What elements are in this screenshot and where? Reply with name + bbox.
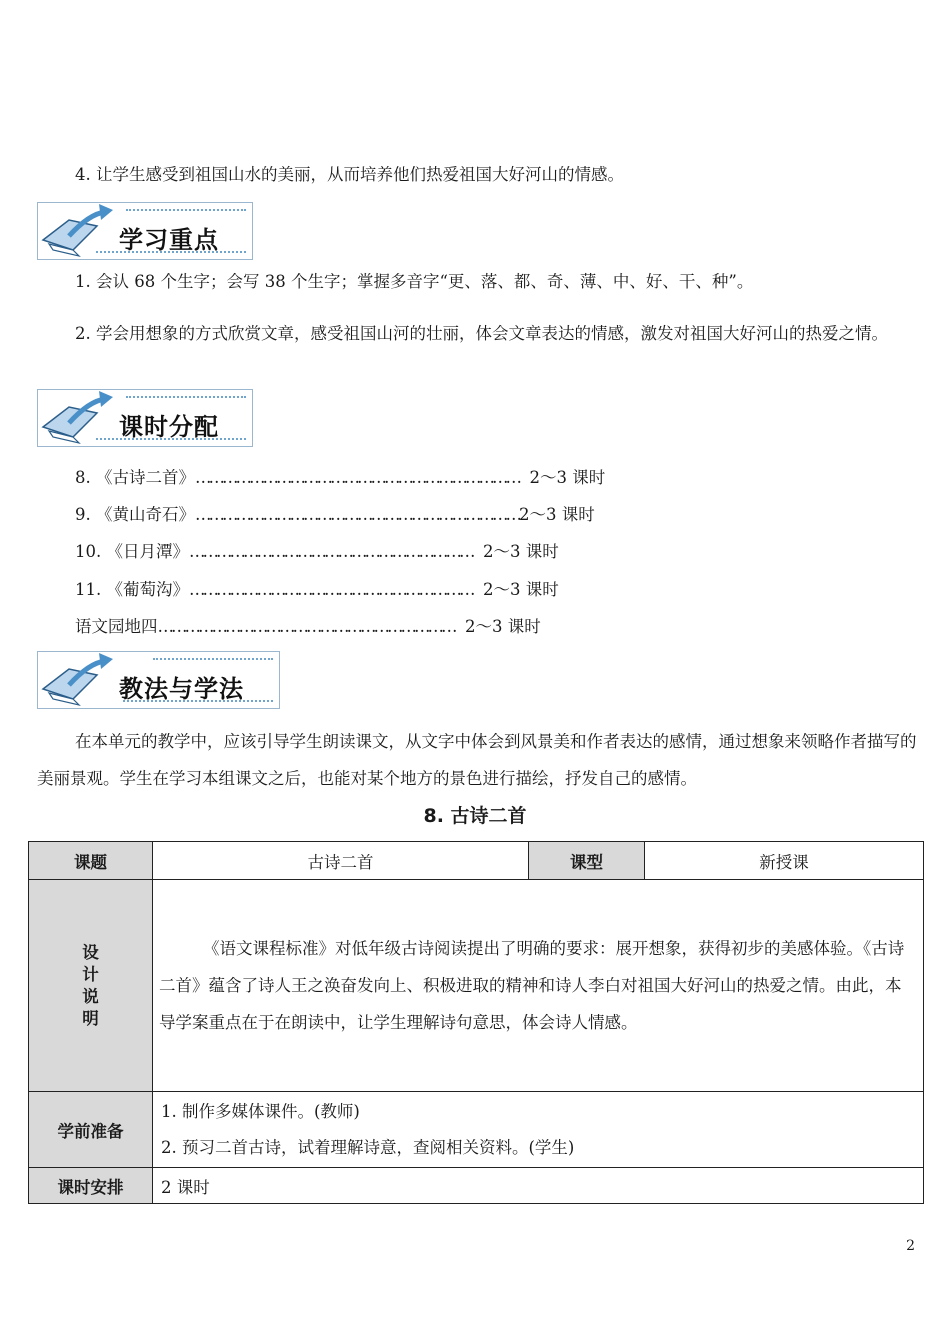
book-arrow-icon xyxy=(39,204,119,258)
design-label-char: 计 xyxy=(82,964,99,984)
type-value: 新授课 xyxy=(645,842,924,880)
section-banner-schedule xyxy=(37,389,253,447)
schedule-row xyxy=(75,538,559,562)
design-text: 《语文课程标准》对低年级古诗阅读提出了明确的要求：展开想象，获得初步的美感体验。《古诗二首》蕴含了诗人王之涣奋发向上、积极进取的精神和诗人李白对祖国大好河山的热爱之情。由此，本导学案重点在于在朗读中，让学生理解诗句意思，体会诗人情感。 xyxy=(153,880,924,1092)
design-label-char: 明 xyxy=(82,1008,99,1028)
schedule-row xyxy=(75,576,559,600)
schedule-hours: 2～3 课时 xyxy=(483,580,559,599)
page-number: 2 xyxy=(906,1238,915,1254)
lesson-title: 8. 古诗二首 xyxy=(423,805,527,827)
schedule-hours: 2～3 课时 xyxy=(519,505,595,524)
schedule-leader: ……………………………………………………………… xyxy=(195,468,519,487)
intro-line: 4. 让学生感受到祖国山水的美丽，从而培养他们热爱祖国大好河山的情感。 xyxy=(75,165,624,184)
schedule-lesson: 10. 《日月潭》 xyxy=(75,542,189,561)
schedule-lesson: 11. 《葡萄沟》 xyxy=(75,580,189,599)
prep-item: 2. 预习二首古诗，试着理解诗意，查阅相关资料。(学生) xyxy=(161,1137,575,1157)
schedule-leader: ……………………………………………………………… xyxy=(195,505,519,524)
section-heading: 课时分配 xyxy=(119,413,219,441)
schedule-lesson: 语文园地四 xyxy=(75,617,158,636)
design-label-char: 设 xyxy=(82,942,99,962)
schedule-lesson: 8. 《古诗二首》 xyxy=(75,468,195,487)
lesson-info-table xyxy=(28,841,924,1204)
schedule-row xyxy=(75,501,595,525)
hours-value: 2 课时 xyxy=(153,1168,924,1204)
key-point-item: 2. 学会用想象的方式欣赏文章，感受祖国山河的壮丽，体会文章表达的情感，激发对祖国大好河山的热爱之情。 xyxy=(75,324,888,343)
schedule-lesson: 9. 《黄山奇石》 xyxy=(75,505,195,524)
prep-item: 1. 制作多媒体课件。(教师) xyxy=(161,1101,360,1121)
section-heading: 教法与学法 xyxy=(119,675,244,703)
schedule-leader: ………………………………………………………… xyxy=(157,617,455,636)
hours-label: 课时安排 xyxy=(29,1168,153,1204)
schedule-hours: 2～3 课时 xyxy=(483,542,559,561)
type-label: 课型 xyxy=(529,842,645,880)
schedule-leader: ……………………………………………………… xyxy=(189,542,473,561)
key-point-item: 1. 会认 68 个生字；会写 38 个生字；掌握多音字“更、落、都、奇、薄、中、好、干、种”。 xyxy=(75,272,754,291)
schedule-leader: ……………………………………………………… xyxy=(189,580,473,599)
book-arrow-icon xyxy=(39,653,119,707)
section-banner-key-points xyxy=(37,202,253,260)
schedule-hours: 2～3 课时 xyxy=(465,617,541,636)
section-banner-methods xyxy=(37,651,280,709)
schedule-row xyxy=(75,613,541,637)
prep-label: 学前准备 xyxy=(29,1092,153,1168)
design-label-char: 说 xyxy=(82,986,99,1006)
design-label xyxy=(29,880,153,1092)
book-arrow-icon xyxy=(39,391,119,445)
topic-value: 古诗二首 xyxy=(153,842,529,880)
prep-cell xyxy=(153,1092,924,1168)
section-heading: 学习重点 xyxy=(119,226,219,254)
topic-label: 课题 xyxy=(29,842,153,880)
schedule-row xyxy=(75,464,605,488)
schedule-hours: 2～3 课时 xyxy=(529,468,606,487)
methods-paragraph: 在本单元的教学中，应该引导学生朗读课文，从文字中体会到风景美和作者表达的感情，通过想象来领略作者描写的美丽景观。学生在学习本组课文之后，也能对某个地方的景色进行描绘，抒发自己的感情。 xyxy=(37,732,917,788)
